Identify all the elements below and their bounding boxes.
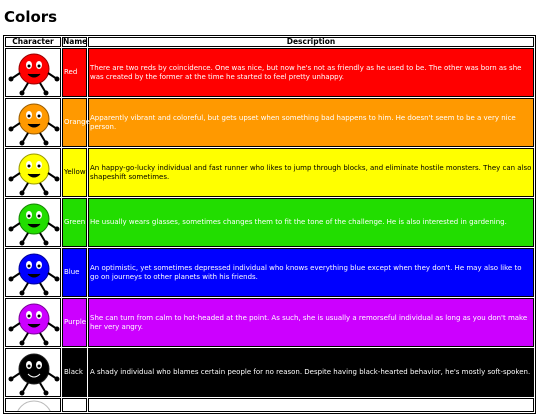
character-image-cell [5,48,61,97]
character-image-cell [5,98,61,147]
character-description: There are two reds by coincidence. One was nice, but now he's not as friendly as he used to be. The other was born as she was created by the former at the time he started to feel pretty unhappy. [88,48,534,97]
table-row [5,248,534,297]
page-title: Colors [4,8,58,26]
table-row [5,48,534,97]
character-image-cell [5,348,61,397]
character-name: Black [62,348,87,397]
blue-ball-character-icon [6,249,62,296]
character-name [62,398,87,412]
green-ball-character-icon [6,199,62,246]
table-row [5,348,534,397]
character-description: Apparently vibrant and coloreful, but gets upset when something bad happens to him. He doesn't seem to be a very nice person. [88,98,534,147]
table-row [5,148,534,197]
character-description: A shady individual who blames certain people for no reason. Despite having black-hearted behavior, he's mostly soft-spoken. [88,348,534,397]
orange-ball-character-icon [6,99,62,146]
character-description: He usually wears glasses, sometimes changes them to fit the tone of the challenge. He is also interested in gardening. [88,198,534,247]
character-name: Orange [62,98,87,147]
character-description [88,398,534,412]
header-description: Description [88,37,534,47]
character-name: Red [62,48,87,97]
character-image-cell [5,148,61,197]
characters-table [3,35,536,414]
character-name: Purple [62,298,87,347]
red-ball-character-icon [6,49,62,96]
table-row [5,298,534,347]
table-row [5,98,534,147]
character-description: An optimistic, yet sometimes depressed individual who knows everything blue except when they don't. He may also like to go on journeys to other planets with his friends. [88,248,534,297]
white-ball-character-icon [6,399,62,411]
character-description: An happy-go-lucky individual and fast runner who likes to jump through blocks, and eliminate hostile monsters. They can also shapeshift sometimes. [88,148,534,197]
character-name: Yellow [62,148,87,197]
character-description: She can turn from calm to hot-headed at the point. As such, she is usually a remorseful individual as long as you don't make her very angry. [88,298,534,347]
yellow-ball-character-icon [6,149,62,196]
character-image-cell [5,198,61,247]
character-name: Blue [62,248,87,297]
character-image-cell [5,398,61,412]
character-image-cell [5,298,61,347]
table-header-row [5,37,534,47]
header-character: Character [5,37,61,47]
header-name: Name [63,37,88,46]
table-row [5,198,534,247]
black-ball-character-icon [6,349,62,396]
purple-ball-character-icon [6,299,62,346]
character-image-cell [5,248,61,297]
table-row [5,398,534,412]
character-name: Green [62,198,87,247]
